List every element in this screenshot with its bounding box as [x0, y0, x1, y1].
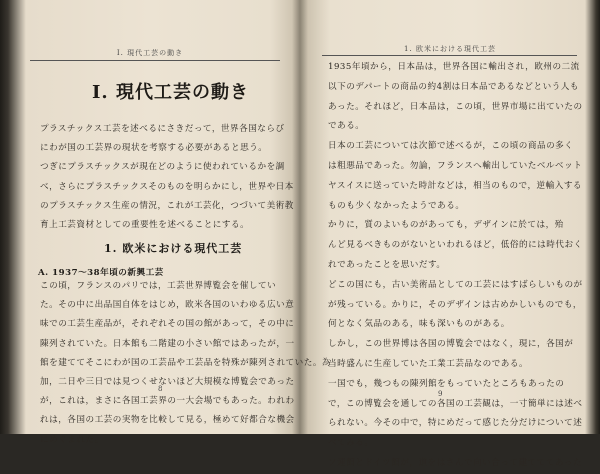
chapter-title: I. 現代工芸の動き — [92, 82, 249, 103]
text-line: 何となく気品のある，味も深いものがある。 — [328, 319, 510, 330]
text-line: られない。今その中で，特にめだって感じた分だけについて述 — [328, 418, 583, 429]
running-head-right: 1. 欧米における現代工芸 — [404, 45, 496, 53]
right-page — [300, 0, 600, 468]
text-line: 味での工芸生産品が，それぞれその国の館があって，その中に — [40, 319, 295, 330]
subsection-title: A. 1937〜38年頃の新興工芸 — [38, 268, 164, 278]
text-line: んど見るべきものがないといわれるほど，低俗的には時代おく — [328, 240, 583, 251]
text-line: 日本の工芸については次節で述べるが，この頃の商品の多く — [328, 141, 574, 152]
text-line: あった。それほど，日本品は，この頃，世界市場に出ていたの — [328, 101, 583, 112]
section-title: 1. 欧米における現代工芸 — [104, 242, 243, 255]
text-line: この頃，フランスのパリでは，工芸世界博覧会を催してい — [40, 281, 277, 291]
text-line: にめぐまれた。 — [40, 434, 104, 445]
text-line: べ，さらにプラスチックスそのものを明らかにし，世界や日本 — [40, 181, 294, 192]
text-line: かりに，質のよいものがあっても，デザインに於ては，殆 — [328, 220, 564, 231]
text-line: 一国でも，幾つもの陳列館をもっていたところもあったの — [328, 378, 565, 389]
page-number-right: 9 — [438, 390, 443, 398]
text-line: 育上工芸資材としての重要性を述べることにする。 — [40, 219, 250, 230]
text-line: つぎにプラスチックスが現在どのように使われているかを調 — [40, 162, 285, 173]
text-line: 以下のデパートの商品の約4割は日本品であるなどという人も — [328, 81, 579, 92]
text-line: である。 — [328, 121, 365, 132]
header-rule-right — [322, 55, 577, 56]
page-number-left: 8 — [158, 385, 163, 393]
text-line: れであったことを思いだす。 — [328, 259, 446, 270]
running-head-left: I. 現代工芸の動き — [116, 49, 184, 57]
text-line: 陳列されていた。日本館も二階建の小さい館ではあったが，一 — [40, 338, 295, 349]
body-paragraph — [40, 277, 331, 450]
text-line: ソ連館とドイツ館が，道をはさんで向い合って建てててあった — [328, 457, 583, 468]
text-line: べてみる。 — [328, 438, 374, 449]
text-line: 館を建ててそこにわが国の工芸品や工芸品を特殊が陳列されていた。為 — [40, 357, 332, 368]
text-line: が残っている。かりに，そのデザインは古めかしいものでも， — [328, 299, 583, 310]
text-line: は粗悪品であった。勿論，フランスへ輸出していたベルベット — [328, 160, 583, 171]
text-line: しかし，この世界博は各国の博覧会ではなく，現に，各国が — [328, 339, 574, 350]
header-rule-left — [30, 60, 280, 61]
text-line: ヤスイスに送っていた時計などは，相当のもので，逆輸入する — [328, 180, 583, 191]
text-line: た。その中に出品国自体をはじめ，欧米各国のいわゆる広い意 — [40, 300, 295, 311]
body-text-right — [328, 58, 583, 474]
text-line: で，この博覧会を通しての各国の工芸観は，一寸簡単には述べ — [328, 398, 583, 409]
text-line: どこの国にも，古い美術品としての工芸にはすばらしいものが — [328, 279, 583, 290]
text-line: れは，各国の工芸の実物を比較して見る，極めて好都合な機会 — [40, 415, 295, 426]
text-line: 加，二日や三日では見つくせないほど大規模な博覧会であった — [40, 376, 295, 387]
text-line: 1935年頃から，日本品は，世界各国に輸出され，欧州の二流 — [328, 62, 580, 72]
text-line: のプラスチックス生産の情況，これが工芸化，つづいて美術教 — [40, 200, 294, 211]
text-line: プラスチックス工芸を述べるにさきだって，世界各国ならび — [40, 124, 285, 134]
text-line: にわが国の工芸界の現状を考察する必要があると思う。 — [40, 143, 268, 154]
text-line: ものも少くなかったようである。 — [328, 200, 465, 211]
text-line: 当時盛んに生産していた工業工芸品なのである。 — [328, 358, 529, 369]
text-line: が，これは，まさに各国工芸界の一大会場でもあった。われわ — [40, 396, 295, 407]
intro-paragraph — [40, 120, 294, 235]
